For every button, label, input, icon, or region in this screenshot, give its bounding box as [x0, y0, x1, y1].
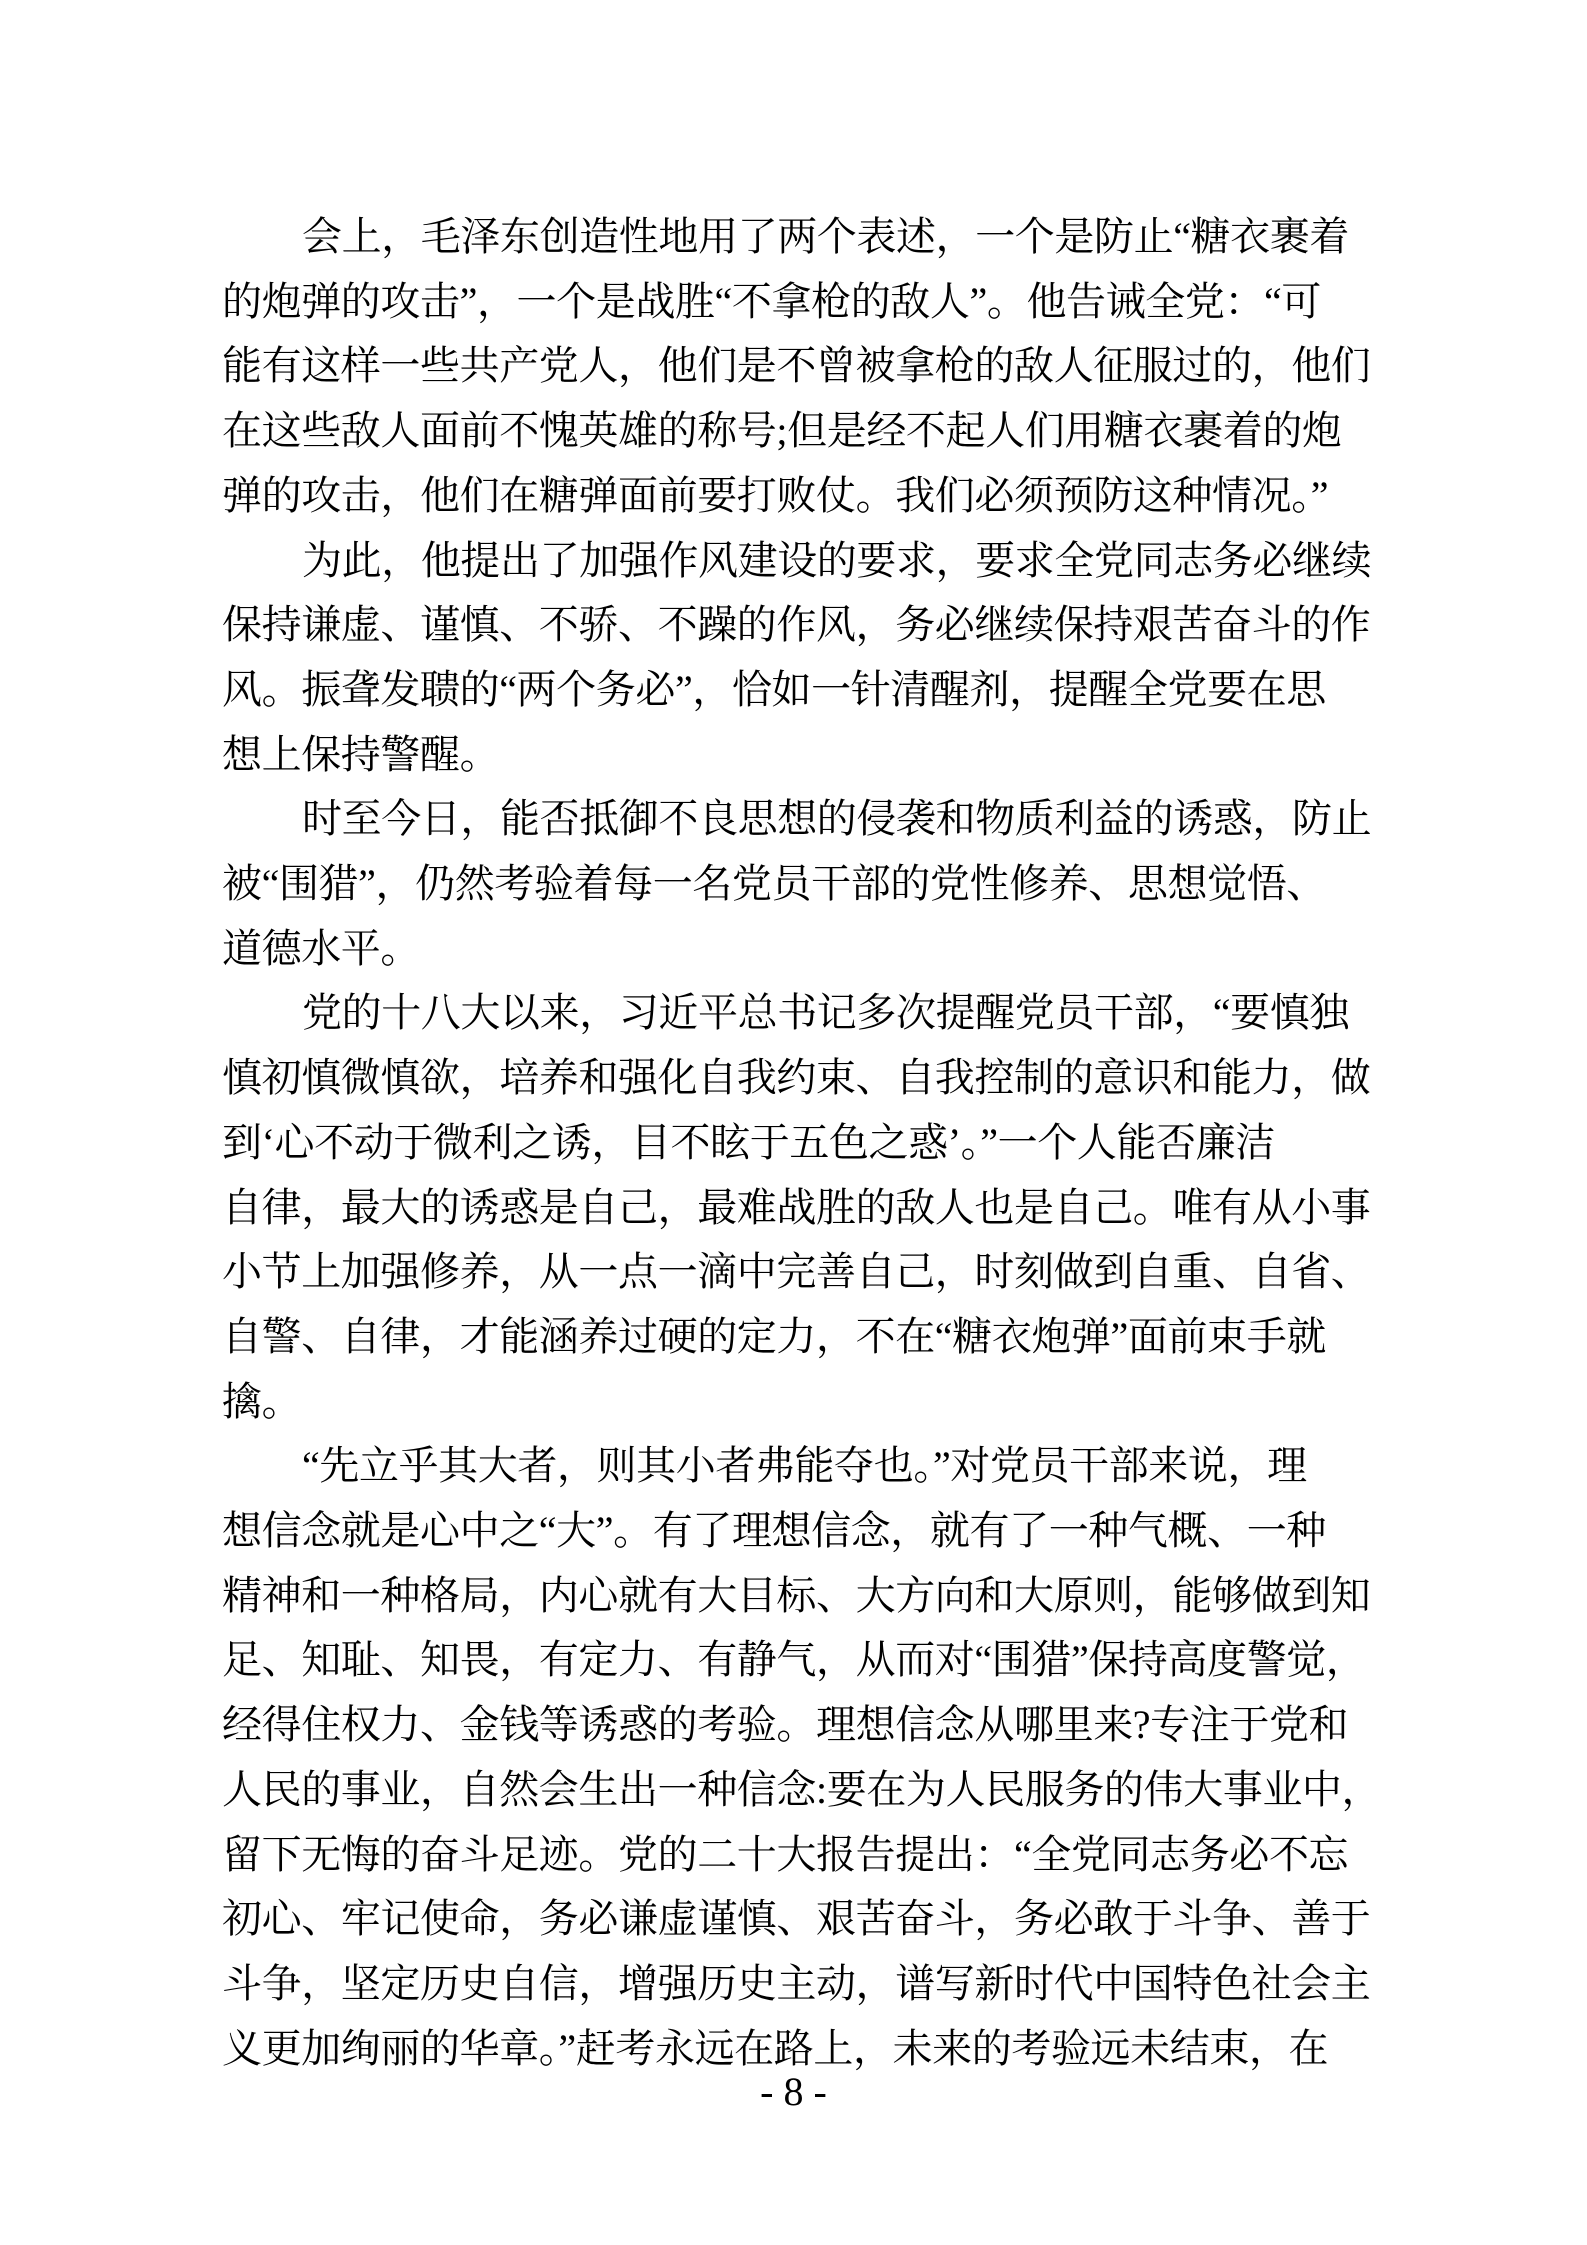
paragraph	[222, 205, 1387, 529]
text-line: 在这些敌人面前不愧英雄的称号;但是经不起人们用糖衣裹着的炮	[222, 408, 1342, 454]
text-line: 精神和一种格局，内心就有大目标、大方向和大原则，能够做到知	[222, 1572, 1371, 1618]
text-line: 斗争，坚定历史自信，增强历史主动，谱写新时代中国特色社会主	[222, 1960, 1371, 2006]
text-line: 风。振聋发聩的“两个务必”，恰如一针清醒剂，提醒全党要在思	[222, 666, 1326, 712]
text-line: 自警、自律，才能涵养过硬的定力，不在“糖衣炮弹”面前束手就	[222, 1313, 1326, 1359]
text-line: 自律，最大的诱惑是自己，最难战胜的敌人也是自己。唯有从小事	[222, 1184, 1371, 1230]
text-line: 擒。	[222, 1378, 302, 1424]
document-body	[222, 205, 1387, 2081]
paragraph	[222, 529, 1387, 788]
text-line: 为此，他提出了加强作风建设的要求，要求全党同志务必继续	[302, 537, 1372, 583]
text-line: 义更加绚丽的华章。”赶考永远在路上，未来的考验远未结束，在	[222, 2025, 1329, 2071]
page-number: - 8 -	[760, 2069, 827, 2114]
text-line: 能有这样一些共产党人，他们是不曾被拿枪的敌人征服过的，他们	[222, 343, 1371, 389]
text-line: 到‘心不动于微利之诱，目不眩于五色之惑’。”一个人能否廉洁	[222, 1119, 1275, 1165]
text-line: 的炮弹的攻击”，一个是战胜“不拿枪的敌人”。他告诫全党：“可	[222, 278, 1322, 324]
text-line: 保持谦虚、谨慎、不骄、不躁的作风，务必继续保持艰苦奋斗的作	[222, 602, 1371, 648]
paragraph	[222, 981, 1387, 1434]
text-line: “先立乎其大者，则其小者弗能夺也。”对党员干部来说，理	[302, 1443, 1307, 1489]
text-line: 时至今日，能否抵御不良思想的侵袭和物质利益的诱惑，防止	[302, 796, 1372, 842]
text-line: 道德水平。	[222, 925, 420, 971]
text-line: 慎初慎微慎欲，培养和强化自我约束、自我控制的意识和能力，做	[222, 1055, 1371, 1101]
text-line: 足、知耻、知畏，有定力、有静气，从而对“围猎”保持高度警觉，	[222, 1637, 1366, 1683]
text-line: 被“围猎”，仍然考验着每一名党员干部的党性修养、思想觉悟、	[222, 861, 1326, 907]
text-line: 弹的攻击，他们在糖弹面前要打败仗。我们必须预防这种情况。”	[222, 472, 1329, 518]
text-line: 党的十八大以来，习近平总书记多次提醒党员干部，“要慎独	[302, 990, 1349, 1036]
paragraph	[222, 1434, 1387, 2081]
text-line: 小节上加强修养，从一点一滴中完善自己，时刻做到自重、自省、	[222, 1249, 1371, 1295]
text-line: 初心、牢记使命，务必谦虚谨慎、艰苦奋斗，务必敢于斗争、善于	[222, 1896, 1371, 1942]
text-line: 想信念就是心中之“大”。有了理想信念，就有了一种气概、一种	[222, 1508, 1326, 1554]
text-line: 经得住权力、金钱等诱惑的考验。理想信念从哪里来?专注于党和	[222, 1702, 1349, 1748]
text-line: 留下无悔的奋斗足迹。党的二十大报告提出：“全党同志务必不忘	[222, 1831, 1349, 1877]
paragraph	[222, 787, 1387, 981]
text-line: 人民的事业，自然会生出一种信念:要在为人民服务的伟大事业中，	[222, 1766, 1382, 1812]
text-line: 想上保持警醒。	[222, 731, 500, 777]
text-line: 会上，毛泽东创造性地用了两个表述，一个是防止“糖衣裹着	[302, 214, 1349, 259]
